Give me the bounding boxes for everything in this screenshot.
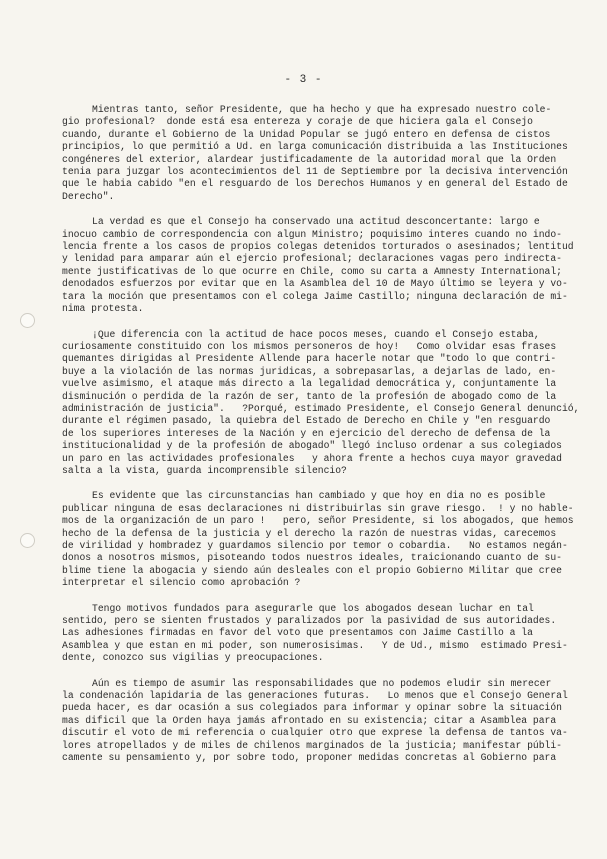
text-line: donos a nosotros mismos, pisoteando todos nuestros ideales, traicionando cuanto de su- xyxy=(62,552,562,564)
paragraph xyxy=(62,104,567,203)
paragraph xyxy=(62,328,580,478)
text-line: la condenación lapidaria de las generaciones futuras. Lo menos que el Consejo General xyxy=(62,690,568,702)
text-line: mente justificativas de lo que ocurre en Chile, como su carta a Amnesty International; xyxy=(62,265,562,277)
text-line: La verdad es que el Consejo ha conservado una actitud desconcertante: largo e xyxy=(92,216,540,228)
text-line: pueda hacer, es dar ocasión a sus colegiados para informar y opinar sobre la situación xyxy=(62,702,562,714)
paragraph xyxy=(62,678,567,765)
text-line: Asamblea y que estan en mi poder, son numerosisimas. Y de Ud., mismo estimado Presi- xyxy=(62,639,568,651)
text-line: gio profesional? donde está esa entereza y coraje de que hiciera gala el Consejo xyxy=(62,116,533,128)
letter-body xyxy=(62,104,580,778)
text-line: ¡Que diferencia con la actitud de hace pocos meses, cuando el Consejo estaba, xyxy=(92,328,540,340)
binder-hole xyxy=(20,533,35,548)
text-line: principios, lo que permitió a Ud. en larga comunicación distribuida a las Instituciones xyxy=(62,141,568,153)
text-line: publicar ninguna de esas declaraciones ni distribuirlas sin grave riesgo. ! y no hable- xyxy=(62,502,574,514)
text-line: camente su pensamiento y, por sobre todo, proponer medidas concretas al Gobierno para xyxy=(62,752,557,764)
text-line: un paro en las actividades profesionales y ahora frente a hechos cuya mayor gravedad xyxy=(62,452,562,464)
text-line: mos de la organización de un paro ! pero, señor Presidente, si los abogados, que hemos xyxy=(62,515,574,527)
text-line: Derecho". xyxy=(62,190,115,202)
text-line: mas dificil que la Orden haya jamás afrontado en su existencia; citar a Asamblea para xyxy=(62,714,557,726)
text-line: Tengo motivos fundados para asegurarle que los abogados desean luchar en tal xyxy=(92,602,534,614)
text-line: que le habia cabido "en el resguardo de los Derechos Humanos y en general del Estado de xyxy=(62,178,568,190)
page-number: - 3 - xyxy=(284,74,323,86)
text-line: buye a la violación de las normas juridicas, a sobrepasarlas, a dejarlas de lado, en- xyxy=(62,365,557,377)
text-line: interpretar el silencio como aprobación ? xyxy=(62,577,301,589)
text-line: institucionalidad y de la profesión de abogado" llegó incluso ordenar a sus colegiados xyxy=(62,440,562,452)
text-line: durante el régimen pasado, la quiebra del Estado de Derecho en Chile y "en resguardo xyxy=(62,415,551,427)
text-line: hecho de la defensa de la justicia y el derecho la razón de nuestras vidas, carecemos xyxy=(62,527,557,539)
text-line: cuando, durante el Gobierno de la Unidad Popular se jugó entero en defensa de cistos xyxy=(62,128,551,140)
text-line: blime tiene la abogacia y siendo aún desleales con el propio Gobierno Militar que cree xyxy=(62,564,562,576)
binder-hole xyxy=(20,313,35,328)
paragraph xyxy=(62,490,574,589)
text-line: congéneres del exterior, alardear justificadamente de la autoridad moral que la Orden xyxy=(62,153,557,165)
text-line: discutir el voto de mi referencia o cualquier otro que exprese la defensa de tantos va- xyxy=(62,727,568,739)
text-line: curiosamente constituido con los mismos personeros de hoy! Como olvidar esas frases xyxy=(62,340,557,352)
text-line: disminución o perdida de la razón de ser, tanto de la profesión de abogado como de la xyxy=(62,390,557,402)
text-line: inocuo cambio de correspondencia con algun Ministro; poquisimo interes cuando no indo- xyxy=(62,228,562,240)
text-line: quemantes dirigidas al Presidente Allende para hacerle notar que "todo lo que contri- xyxy=(62,353,557,365)
text-line: lores atropellados y de miles de chilenos marginados de la justicia; manifestar públi- xyxy=(62,739,562,751)
text-line: Mientras tanto, señor Presidente, que ha hecho y que ha expresado nuestro cole- xyxy=(92,104,552,115)
text-line: de los superiores intereses de la Nación y en ejercicio del derecho de defensa de la xyxy=(62,427,551,439)
text-line: lencia frente a los casos de propios colegas detenidos torturados o asesinados; lentitud xyxy=(62,241,574,253)
text-line: Es evidente que las circunstancias han cambiado y que hoy en dia no es posible xyxy=(92,490,546,502)
text-line: administración de justicia". ?Porqué, estimado Presidente, el Consejo General denunció, xyxy=(62,402,580,414)
text-line: y lenidad para amparar aún el ejercio profesional; declaraciones vagas pero indirecta- xyxy=(62,253,562,265)
paragraph xyxy=(62,603,567,665)
text-line: dente, conozco sus vigilias y preocupaciones. xyxy=(62,652,324,664)
text-line: nima protesta. xyxy=(62,303,144,315)
text-line: sentido, pero se sienten frustados y paralizados por la pasividad de sus autoridades. xyxy=(62,615,557,627)
paragraph xyxy=(62,216,574,315)
text-line: Las adhesiones firmadas en favor del voto que presentamos con Jaime Castillo a la xyxy=(62,627,533,639)
text-line: denodados esfuerzos por evitar que en la Asamblea del 10 de Mayo último se leyera y vo- xyxy=(62,278,568,290)
text-line: vuelve asimismo, el ataque más directo a la legalidad democrática y, conjuntamente la xyxy=(62,378,557,390)
text-line: salta a la vista, guarda incomprensible silencio? xyxy=(62,464,347,476)
text-line: tenia para juzgar los acontecimientos del 11 de Septiembre por la decisiva intervención xyxy=(62,166,568,178)
text-line: de virilidad y hombradez y guardamos silencio por temor o cobardia. No estamos negán- xyxy=(62,540,568,551)
text-line: Aún es tiempo de asumir las responsabilidades que no podemos eludir sin merecer xyxy=(92,677,552,689)
text-line: tara la moción que presentamos con el colega Jaime Castillo; ninguna declaración de mi- xyxy=(62,290,568,302)
